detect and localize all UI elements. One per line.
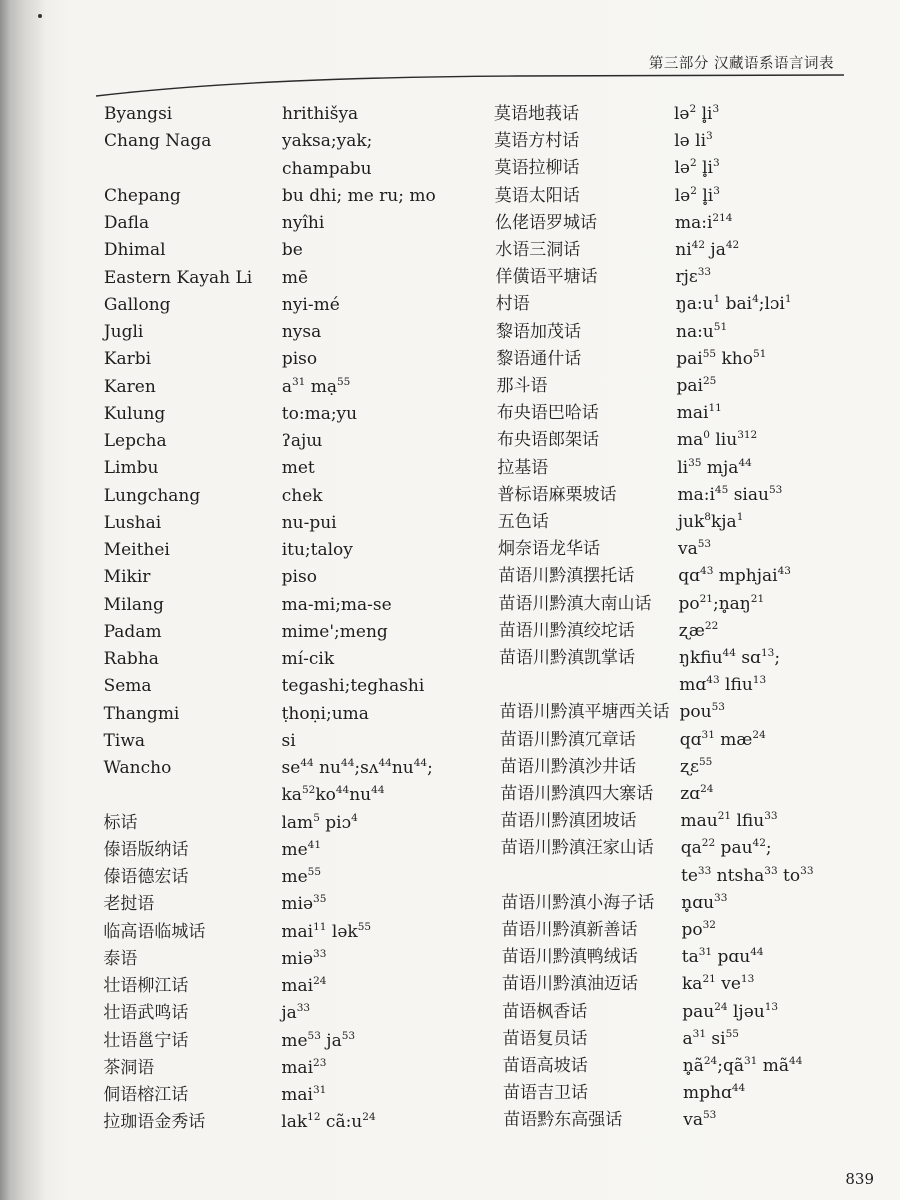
word-form: n̥ɑu$^{33}$ bbox=[681, 891, 728, 913]
language-name: Dafla bbox=[103, 213, 150, 233]
language-name: 那斗语 bbox=[496, 376, 548, 396]
language-name: Kulung bbox=[103, 403, 166, 424]
word-form: zɑ$^{24}$ bbox=[680, 783, 714, 804]
word-form: nyîhi bbox=[281, 213, 325, 233]
language-name: 泰语 bbox=[103, 948, 138, 969]
word-form: mɑ$^{43}$ lfiu$^{13}$ bbox=[679, 674, 767, 696]
word-form: $po^{21};n̥aŋ^{21}$ bbox=[678, 592, 765, 614]
word-form: mai$^{23}$ bbox=[281, 1056, 327, 1078]
language-name: 茶洞语 bbox=[103, 1057, 155, 1078]
word-form: $ja^{33}$ bbox=[281, 1002, 311, 1024]
language-name: 苗语川黔滇油迈话 bbox=[502, 974, 638, 995]
language-name: Chang Naga bbox=[103, 131, 212, 152]
word-form: ṭhoṇi;uma bbox=[281, 703, 369, 724]
language-name: Karbi bbox=[103, 349, 152, 370]
word-form: $me^{55}$ bbox=[281, 866, 322, 887]
word-form: $ka^{21}$ $ve^{13}$ bbox=[682, 973, 755, 995]
language-name: 苗语川黔滇大南山话 bbox=[498, 593, 652, 614]
language-name: 村语 bbox=[495, 294, 530, 315]
word-form: $ka^{52}ko^{44}nu^{44}$ bbox=[281, 784, 385, 806]
word-form: mí-cik bbox=[281, 649, 335, 669]
binding-dot bbox=[38, 14, 42, 18]
word-form: piso bbox=[281, 349, 318, 370]
language-name: 苗语川黔滇摆托话 bbox=[498, 566, 635, 587]
word-form: juk$^8$kja$^1$ bbox=[677, 511, 744, 532]
language-name: Wancho bbox=[103, 758, 172, 778]
word-form: pau$^{24}$ ljəu$^{13}$ bbox=[682, 1000, 779, 1022]
word-form: qɑ$^{43}$ mphjai$^{43}$ bbox=[678, 565, 791, 587]
word-form: $ta^{31}$ pɑu$^{44}$ bbox=[681, 946, 764, 968]
word-form: $ma:i^{45}$ siau$^{53}$ bbox=[677, 483, 783, 505]
language-name: 莫语太阳话 bbox=[494, 185, 580, 206]
word-form: pai$^{25}$ bbox=[676, 375, 717, 396]
language-name: 标话 bbox=[103, 812, 138, 833]
language-name: 黎语加茂话 bbox=[496, 321, 581, 342]
word-form: mau$^{21}$ lfiu$^{33}$ bbox=[680, 810, 778, 832]
language-name: 临高语临城话 bbox=[103, 921, 206, 942]
word-form: nyi-mé bbox=[281, 294, 340, 315]
word-form: $va^{53}$ bbox=[683, 1109, 717, 1131]
language-name: 苗语川黔滇四大寨话 bbox=[500, 784, 654, 804]
language-name: 莫语方村话 bbox=[494, 131, 580, 152]
word-form: mai$^{31}$ bbox=[281, 1084, 327, 1105]
language-name: Milang bbox=[103, 594, 164, 615]
word-form: miə$^{35}$ bbox=[281, 893, 327, 915]
word-form: champabu bbox=[281, 158, 372, 179]
language-name: 莫语拉柳话 bbox=[494, 158, 580, 179]
word-form: $po^{32}$ bbox=[681, 919, 716, 940]
language-name: 苗语高坡话 bbox=[502, 1056, 588, 1076]
word-form: si bbox=[281, 730, 296, 751]
language-name: Limbu bbox=[103, 458, 159, 479]
language-name: 拉珈语金秀话 bbox=[103, 1112, 206, 1133]
word-form: $te^{33}$ ntsha$^{33}$ $to^{33}$ bbox=[681, 864, 814, 886]
word-form: rjɛ$^{33}$ bbox=[675, 266, 712, 288]
word-form: $se^{44}$ $nu^{44};sʌ^{44}nu^{44}$; bbox=[281, 757, 433, 778]
word-form: $me^{41}$ bbox=[281, 838, 322, 860]
language-name: 苗语川黔滇沙井话 bbox=[500, 756, 636, 777]
language-name: Eastern Kayah Li bbox=[103, 267, 253, 288]
language-name: 水语三洞话 bbox=[495, 240, 581, 260]
word-form: $li^{35}$ mja$^{44}$ bbox=[677, 456, 752, 478]
language-name: 佯僙语平塘话 bbox=[495, 267, 598, 288]
word-form: ʐæ$^{22}$ bbox=[678, 619, 719, 641]
language-name: Gallong bbox=[103, 294, 171, 315]
language-name: 苗语川黔滇新善话 bbox=[501, 920, 638, 940]
word-form: bu dhi; me ru; mo bbox=[281, 185, 436, 206]
word-form: met bbox=[281, 458, 315, 479]
language-name: 莫语地莪话 bbox=[494, 104, 579, 124]
language-name: 苗语川黔滇团坡话 bbox=[500, 811, 637, 832]
language-name: 苗语川黔滇凯掌话 bbox=[499, 648, 635, 668]
word-form: mphɑ$^{44}$ bbox=[683, 1082, 746, 1104]
language-name: Lushai bbox=[103, 512, 162, 533]
word-form: piso bbox=[281, 567, 317, 588]
language-name: 苗语川黔滇小海子话 bbox=[501, 892, 655, 913]
book-spine-shadow bbox=[0, 0, 46, 1200]
language-name: Rabha bbox=[103, 649, 159, 669]
language-name: 老挝语 bbox=[103, 894, 155, 915]
language-name: Dhimal bbox=[103, 240, 166, 261]
word-form: mai$^{11}$ lək$^{55}$ bbox=[281, 920, 372, 942]
word-form: $ni^{42}$ $ja^{42}$ bbox=[675, 239, 740, 260]
language-name: Mikir bbox=[103, 567, 151, 588]
language-name: Lungchang bbox=[103, 485, 201, 506]
language-name: 苗语黔东高强话 bbox=[503, 1110, 623, 1131]
word-form: $va^{53}$ bbox=[678, 538, 712, 560]
word-form: tegashi;teghashi bbox=[281, 676, 425, 697]
language-name: 傣语德宏话 bbox=[103, 867, 189, 887]
language-name: 五色话 bbox=[497, 512, 549, 532]
word-form: $n̥ã^{24};qã^{31}$ $mã^{44}$ bbox=[682, 1055, 803, 1076]
word-form: $qa^{22}$ pau$^{42}$; bbox=[680, 837, 772, 859]
word-form: hrithišya bbox=[282, 104, 359, 124]
word-form: qɑ$^{31}$ $mæ^{24}$ bbox=[679, 728, 766, 750]
language-name: 傣语版纳话 bbox=[103, 839, 189, 860]
running-header: 第三部分 汉藏语系语言词表 bbox=[648, 56, 834, 72]
word-form: mē bbox=[281, 267, 309, 288]
word-form: lam$^5$ piɔ$^4$ bbox=[281, 811, 358, 833]
language-name: 苗语川黔滇冗章话 bbox=[499, 729, 636, 750]
word-form: $a^{31}$ $si^{55}$ bbox=[682, 1027, 739, 1049]
word-form: nu-pui bbox=[281, 512, 337, 533]
language-name: Meithei bbox=[103, 540, 170, 560]
language-name: 苗语川黔滇绞坨话 bbox=[498, 620, 635, 641]
word-form: pou$^{53}$ bbox=[679, 701, 725, 723]
word-form: lak$^{12}$ $cã:u^{24}$ bbox=[281, 1111, 376, 1133]
word-form: be bbox=[281, 240, 303, 261]
language-name: Sema bbox=[103, 676, 152, 697]
word-form: lə$^2$ $l̥i^3$ bbox=[674, 157, 720, 179]
language-name: Chepang bbox=[103, 185, 181, 206]
language-name: 壮语邕宁话 bbox=[103, 1030, 189, 1051]
word-form: mai$^{11}$ bbox=[676, 402, 722, 424]
language-name: Karen bbox=[103, 376, 156, 397]
language-name: Tiwa bbox=[103, 730, 146, 751]
word-form: ʔajɯ bbox=[281, 431, 323, 451]
word-form: chek bbox=[281, 485, 323, 506]
language-name: 苗语吉卫话 bbox=[503, 1083, 588, 1104]
language-name: 壮语武鸣话 bbox=[103, 1003, 189, 1024]
word-form: $ma:i^{214}$ bbox=[675, 211, 733, 233]
word-form: to:ma;yu bbox=[281, 403, 358, 424]
word-form: ʐɛ$^{55}$ bbox=[680, 755, 713, 777]
language-name: 苗语枫香话 bbox=[502, 1001, 588, 1022]
language-name: 苗语复员话 bbox=[502, 1028, 588, 1049]
language-name: Padam bbox=[103, 621, 162, 642]
header-rule bbox=[96, 74, 844, 100]
word-form: pai$^{55}$ kho$^{51}$ bbox=[676, 347, 767, 369]
language-name: Thangmi bbox=[103, 703, 180, 724]
word-form: $na:u^{51}$ bbox=[676, 320, 728, 342]
word-form: nysa bbox=[281, 322, 322, 342]
language-name: 拉基语 bbox=[497, 457, 549, 478]
word-form: lə$^2$ $l̥i^3$ bbox=[674, 103, 720, 124]
word-form: mai$^{24}$ bbox=[281, 975, 327, 996]
word-form: lə $li^3$ bbox=[674, 130, 713, 152]
word-form: $ma^0$ liu$^{312}$ bbox=[677, 429, 758, 451]
language-name: 黎语通什话 bbox=[496, 348, 582, 369]
word-form: $me^{53}$ $ja^{53}$ bbox=[281, 1029, 356, 1051]
word-form: ma-mi;ma-se bbox=[281, 594, 392, 615]
page-number: 839 bbox=[845, 1170, 874, 1188]
word-form: yaksa;yak; bbox=[281, 131, 373, 152]
language-name: Byangsi bbox=[104, 104, 173, 124]
language-name: 苗语川黔滇汪家山话 bbox=[500, 838, 654, 859]
word-form: lə$^2$ $l̥i^3$ bbox=[674, 184, 720, 206]
word-form: itu;taloy bbox=[281, 540, 353, 560]
language-name: 苗语川黔滇平塘西关话 bbox=[499, 702, 670, 723]
language-name: 布央语郎架话 bbox=[497, 430, 599, 451]
language-name: Lepcha bbox=[103, 431, 167, 451]
word-form: mime';meng bbox=[281, 621, 388, 642]
word-form: miə$^{33}$ bbox=[281, 947, 327, 969]
language-name: 布央语巴哈话 bbox=[496, 403, 599, 424]
language-name: 苗语川黔滇鸭绒话 bbox=[501, 947, 638, 968]
word-form: ŋkfiu$^{44}$ sɑ$^{13}$; bbox=[679, 647, 781, 668]
language-name: Jugli bbox=[103, 322, 144, 342]
language-name: 炯奈语龙华话 bbox=[498, 539, 600, 560]
word-form: $a^{31}$ mạ$^{55}$ bbox=[281, 375, 351, 397]
word-form: $ŋa:u^1$ bai$^4$;lɔi$^1$ bbox=[675, 293, 792, 315]
language-name: 仫佬语罗城话 bbox=[495, 212, 597, 233]
language-name: 壮语柳江话 bbox=[103, 976, 189, 996]
language-name: 普标语麻栗坡话 bbox=[497, 484, 617, 505]
language-name: 侗语榕江话 bbox=[103, 1085, 189, 1105]
